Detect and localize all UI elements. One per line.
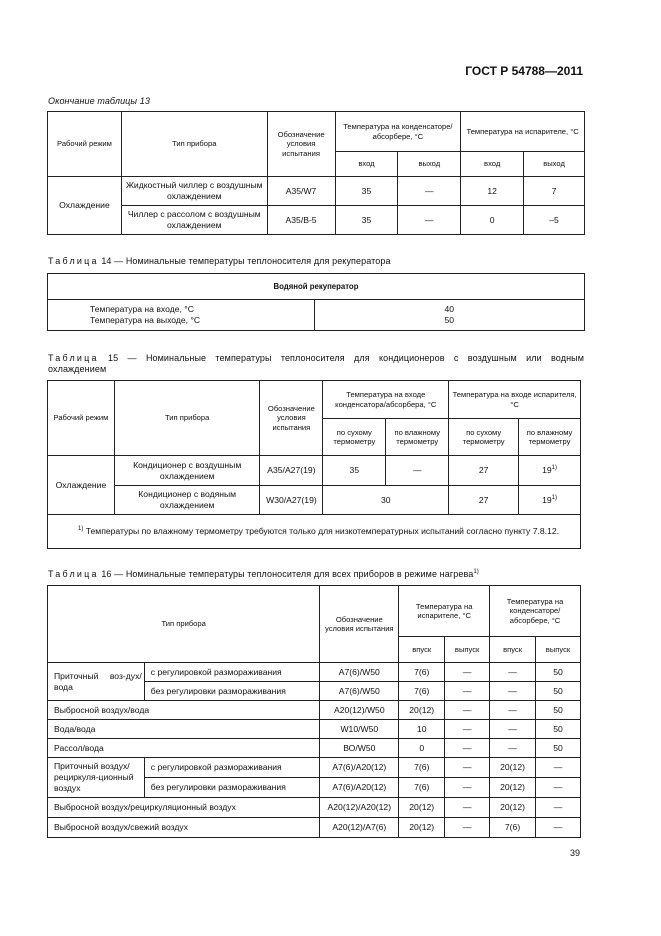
table13-caption: Окончание таблицы 13: [48, 96, 150, 106]
t16-cell: 7(6): [490, 818, 536, 838]
t15-cell: —: [386, 456, 449, 486]
t16-row-label: Вода/вода: [48, 720, 320, 739]
t16-header-out: выпуск: [536, 637, 581, 663]
table-14: [47, 273, 585, 331]
value: 19: [542, 465, 552, 476]
t15-header-wet: по влажному термометру: [519, 419, 581, 456]
t15-cell-wet: [519, 486, 581, 515]
t16-cell: 20(12): [490, 778, 536, 798]
t16-cell: 50: [536, 739, 581, 758]
t16-cell-designation: А7(6)/W50: [320, 682, 399, 701]
t16-cell: 50: [536, 663, 581, 682]
t16-cell: 7(6): [399, 663, 445, 682]
t13-header-mode: Рабочий режим: [48, 112, 122, 177]
t14-values: [314, 300, 584, 331]
t13-cell: 12: [461, 177, 524, 206]
value: 19: [542, 494, 552, 505]
t16-cell: —: [445, 682, 490, 701]
t16-cell: —: [445, 818, 490, 838]
t16-cell: 50: [536, 701, 581, 720]
t15-footnote: [48, 515, 581, 549]
t13-cell: 0: [461, 206, 524, 235]
t15-header-type: Тип прибора: [114, 381, 260, 456]
footnote-ref: 1): [551, 465, 557, 472]
t13-header-in: вход: [335, 152, 398, 177]
t16-cell: 50: [536, 720, 581, 739]
t13-cell-type: Чиллер с рассолом с воздушным охлаждением: [121, 206, 267, 235]
t16-header-out: выпуск: [445, 637, 490, 663]
table15-caption: [48, 353, 584, 363]
t14-label-in: Температура на входе, °С: [90, 303, 194, 314]
t15-cell-merged: 30: [323, 486, 449, 515]
t13-cell: –5: [524, 206, 585, 235]
t16-cell: 10: [399, 720, 445, 739]
t15-header-mode: Рабочий режим: [48, 381, 115, 456]
t14-label-out: Температура на выходе, °С: [90, 315, 201, 325]
t16-cell: 7(6): [399, 682, 445, 701]
caption-label: Таблица: [48, 256, 99, 266]
t16-cell: —: [490, 720, 536, 739]
t16-cell: 20(12): [399, 818, 445, 838]
t15-cell: 27: [449, 456, 519, 486]
t16-cell: —: [490, 701, 536, 720]
t16-cell-designation: А20(12)/W50: [320, 701, 399, 720]
t16-group-supply-water: Приточный воз-дух/вода: [48, 663, 145, 701]
t16-cell: —: [490, 739, 536, 758]
t15-cell: 35: [323, 456, 386, 486]
t16-cell: 7(6): [399, 758, 445, 778]
t13-cell: —: [398, 177, 461, 206]
t14-labels: [48, 300, 315, 331]
t14-header: Водяной рекуператор: [48, 274, 585, 300]
table16-caption: [48, 569, 479, 579]
t15-cell: 27: [449, 486, 519, 515]
t16-header-in: впуск: [399, 637, 445, 663]
t16-subtype: без регулировки размораживания: [144, 682, 320, 701]
t16-row-label: Выбросной воздух/вода: [48, 701, 320, 720]
t13-cell: 35: [335, 177, 398, 206]
caption-label: Таблица: [48, 569, 99, 579]
footnote-ref: 1): [551, 494, 557, 501]
t16-cell: —: [445, 778, 490, 798]
t16-cell: 0: [399, 739, 445, 758]
t15-header-dry: по сухому термометру: [323, 419, 386, 456]
t16-header-evaporator: Температура на испарителе, °С: [399, 586, 490, 637]
t13-header-condenser: Температура на конденсаторе/абсорбере, °С: [335, 112, 461, 152]
t16-cell: 20(12): [399, 701, 445, 720]
t15-cell-wet: [519, 456, 581, 486]
caption-text: 14 — Номинальные температуры теплоносителя для рекуператора: [101, 256, 391, 266]
t13-header-out: выход: [398, 152, 461, 177]
t16-header-designation: Обозначение условия испытания: [320, 586, 399, 663]
t13-header-type: Тип прибора: [121, 112, 267, 177]
t16-header-condenser: Температура на конденсаторе/ абсорбере, °С: [490, 586, 581, 637]
t13-header-designation: Обозначение условия испытания: [267, 112, 335, 177]
t15-cell-designation: А35/А27(19): [260, 456, 323, 486]
t16-cell: 50: [536, 682, 581, 701]
t15-header-condenser: Температура на входе конденсатора/абсорбера, °С: [323, 381, 449, 419]
t16-cell: —: [445, 739, 490, 758]
t13-header-evaporator: Температура на испарителе, °С: [461, 112, 585, 152]
t13-cell: —: [398, 206, 461, 235]
page-number: 39: [569, 848, 580, 858]
footnote-ref: 1): [473, 569, 479, 575]
t13-cell-designation: А35/В-5: [267, 206, 335, 235]
t13-header-out: выход: [524, 152, 585, 177]
t16-cell: —: [490, 663, 536, 682]
t16-cell: 7(6): [399, 778, 445, 798]
t16-cell-designation: А20(12)/А7(6): [320, 818, 399, 838]
t16-cell-designation: А7(6)/А20(12): [320, 758, 399, 778]
t16-cell: —: [490, 682, 536, 701]
t15-header-dry: по сухому термометру: [449, 419, 519, 456]
table14-caption: [48, 256, 391, 266]
table15-caption-line2: охлаждением: [48, 364, 107, 374]
t16-cell: —: [536, 758, 581, 778]
t16-row-label: Выбросной воздух/рециркуляционный воздух: [48, 798, 320, 818]
t14-value-out: 50: [444, 315, 455, 325]
t16-cell-designation: ВО/W50: [320, 739, 399, 758]
t16-row-label: Выбросной воздух/свежий воздух: [48, 818, 320, 838]
caption-text: 16 — Номинальные температуры теплоносителя для всех приборов в режиме нагрева: [101, 569, 474, 579]
t16-header-in: впуск: [490, 637, 536, 663]
t16-cell: —: [445, 701, 490, 720]
table-13: [47, 111, 585, 235]
t16-cell: —: [445, 663, 490, 682]
t15-header-evaporator: Температура на входе испарителя, °С: [449, 381, 581, 419]
t14-value-in: 40: [444, 303, 455, 314]
t15-mode: Охлаждение: [48, 456, 115, 515]
document-header: ГОСТ Р 54788—2011: [465, 64, 583, 78]
t16-cell-designation: А7(6)/А20(12): [320, 778, 399, 798]
t16-cell: 20(12): [490, 798, 536, 818]
t15-cell-designation: W30/А27(19): [260, 486, 323, 515]
t16-subtype: без регулировки размораживания: [144, 778, 320, 798]
t16-header-type: Тип прибора: [48, 586, 320, 663]
footnote-mark: 1): [78, 526, 84, 533]
t16-cell-designation: А20(12)/А20(12): [320, 798, 399, 818]
t16-cell-designation: W10/W50: [320, 720, 399, 739]
t16-subtype: с регулировкой размораживания: [144, 758, 320, 778]
t16-cell: —: [536, 778, 581, 798]
t15-header-wet: по влажному термометру: [386, 419, 449, 456]
t16-cell: —: [445, 758, 490, 778]
t16-group-supply-recirc: Приточный воздух/рециркуля-ционный воздух: [48, 758, 145, 798]
t15-cell-type: Кондиционер с водяным охлаждением: [114, 486, 260, 515]
t13-cell: 7: [524, 177, 585, 206]
t13-cell-designation: А35/W7: [267, 177, 335, 206]
t16-cell-designation: А7(6)/W50: [320, 663, 399, 682]
t13-header-in: вход: [461, 152, 524, 177]
t16-cell: —: [445, 798, 490, 818]
t16-row-label: Рассол/вода: [48, 739, 320, 758]
t16-cell: 20(12): [399, 798, 445, 818]
caption-text: 15 — Номинальные температуры теплоносителя для кондиционеров с воздушным или водным: [108, 353, 584, 363]
table-16: [47, 585, 581, 838]
t16-subtype: с регулировкой размораживания: [144, 663, 320, 682]
t16-cell: —: [445, 720, 490, 739]
t13-cell-type: Жидкостный чиллер с воздушным охлаждением: [121, 177, 267, 206]
table-15: [47, 380, 581, 549]
t13-cell: 35: [335, 206, 398, 235]
t16-cell: 20(12): [490, 758, 536, 778]
t16-cell: —: [536, 798, 581, 818]
caption-label: Таблица: [48, 353, 99, 363]
t13-mode: Охлаждение: [48, 177, 122, 235]
footnote-text: Температуры по влажному термометру требуются только для низкотемпературных испытаний согласно пункту 7.8.12.: [85, 526, 560, 537]
t15-header-designation: Обозначение условия испытания: [260, 381, 323, 456]
t15-cell-type: Кондиционер с воздушным охлаждением: [114, 456, 260, 486]
t16-cell: —: [536, 818, 581, 838]
